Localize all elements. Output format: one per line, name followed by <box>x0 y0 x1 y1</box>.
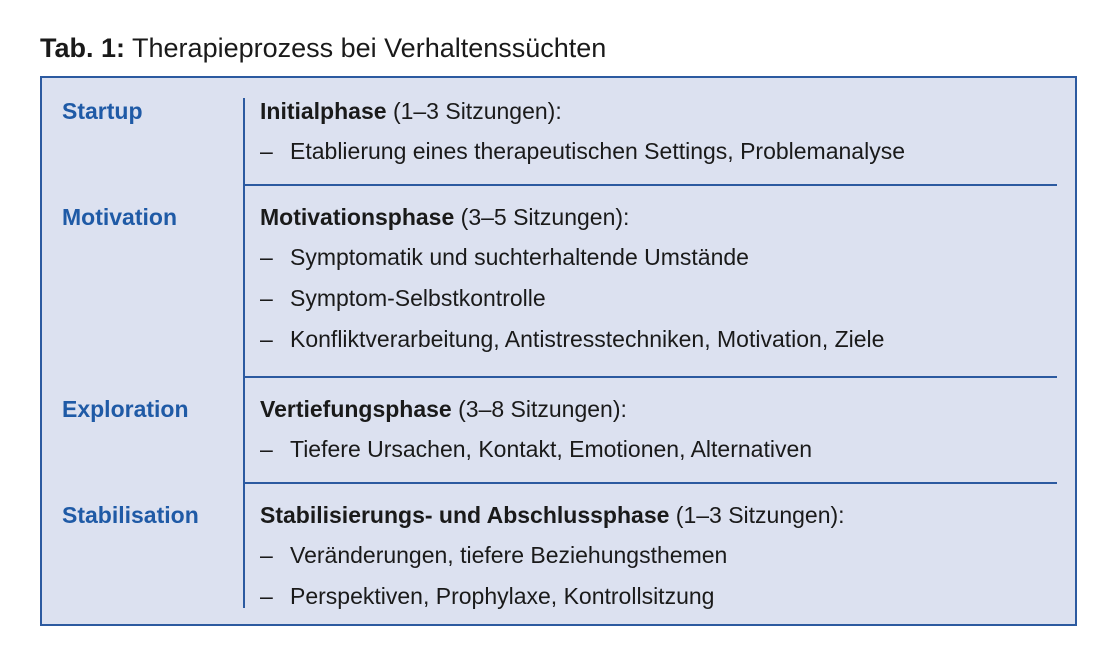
phase-title <box>260 389 812 429</box>
bullet-text: Konfliktverarbeitung, Antistresstechniken, Motivation, Ziele <box>290 326 885 352</box>
phase-content <box>260 389 812 470</box>
dash-marker: – <box>260 244 273 270</box>
caption-text: Therapieprozess bei Verhaltenssüchten <box>132 33 607 63</box>
bullet-item <box>260 278 884 319</box>
column-divider <box>243 98 245 608</box>
phase-title <box>260 495 845 535</box>
bullet-text: Veränderungen, tiefere Beziehungsthemen <box>290 542 728 568</box>
row-divider <box>243 482 1057 484</box>
dash-marker: – <box>260 285 273 311</box>
bullet-text: Perspektiven, Prophylaxe, Kontrollsitzung <box>290 583 715 609</box>
bullet-item <box>260 319 884 360</box>
bullet-item <box>260 131 905 172</box>
caption-label: Tab. 1: <box>40 33 126 63</box>
phase-name: Vertiefungsphase <box>260 396 452 422</box>
bullet-text: Symptom-Selbstkontrolle <box>290 285 546 311</box>
table-caption <box>40 30 606 66</box>
row-divider <box>243 376 1057 378</box>
phase-title <box>260 197 884 237</box>
phase-label: Startup <box>62 98 143 124</box>
phase-label: Stabilisation <box>62 502 199 528</box>
phase-content <box>260 91 905 172</box>
phase-name: Motivationsphase <box>260 204 455 230</box>
bullet-item <box>260 576 845 617</box>
bullet-item <box>260 429 812 470</box>
phase-sessions: (1–3 Sitzungen): <box>392 98 562 124</box>
row-divider <box>243 184 1057 186</box>
phase-name: Stabilisierungs- und Abschlussphase <box>260 502 670 528</box>
phase-label: Exploration <box>62 396 189 422</box>
phase-content <box>260 197 884 360</box>
dash-marker: – <box>260 138 273 164</box>
bullet-text: Symptomatik und suchterhaltende Umstände <box>290 244 749 270</box>
dash-marker: – <box>260 436 273 462</box>
phase-label: Motivation <box>62 204 177 230</box>
phase-sessions: (1–3 Sitzungen): <box>675 502 845 528</box>
dash-marker: – <box>260 542 273 568</box>
bullet-text: Etablierung eines therapeutischen Settings, Problemanalyse <box>290 138 905 164</box>
bullet-text: Tiefere Ursachen, Kontakt, Emotionen, Alternativen <box>290 436 813 462</box>
therapy-process-table <box>40 76 1077 626</box>
phase-sessions: (3–5 Sitzungen): <box>460 204 630 230</box>
phase-sessions: (3–8 Sitzungen): <box>458 396 627 422</box>
dash-marker: – <box>260 583 273 609</box>
bullet-item <box>260 237 884 278</box>
phase-content <box>260 495 845 617</box>
phase-name: Initialphase <box>260 98 387 124</box>
bullet-item <box>260 535 845 576</box>
dash-marker: – <box>260 326 273 352</box>
phase-title <box>260 91 905 131</box>
